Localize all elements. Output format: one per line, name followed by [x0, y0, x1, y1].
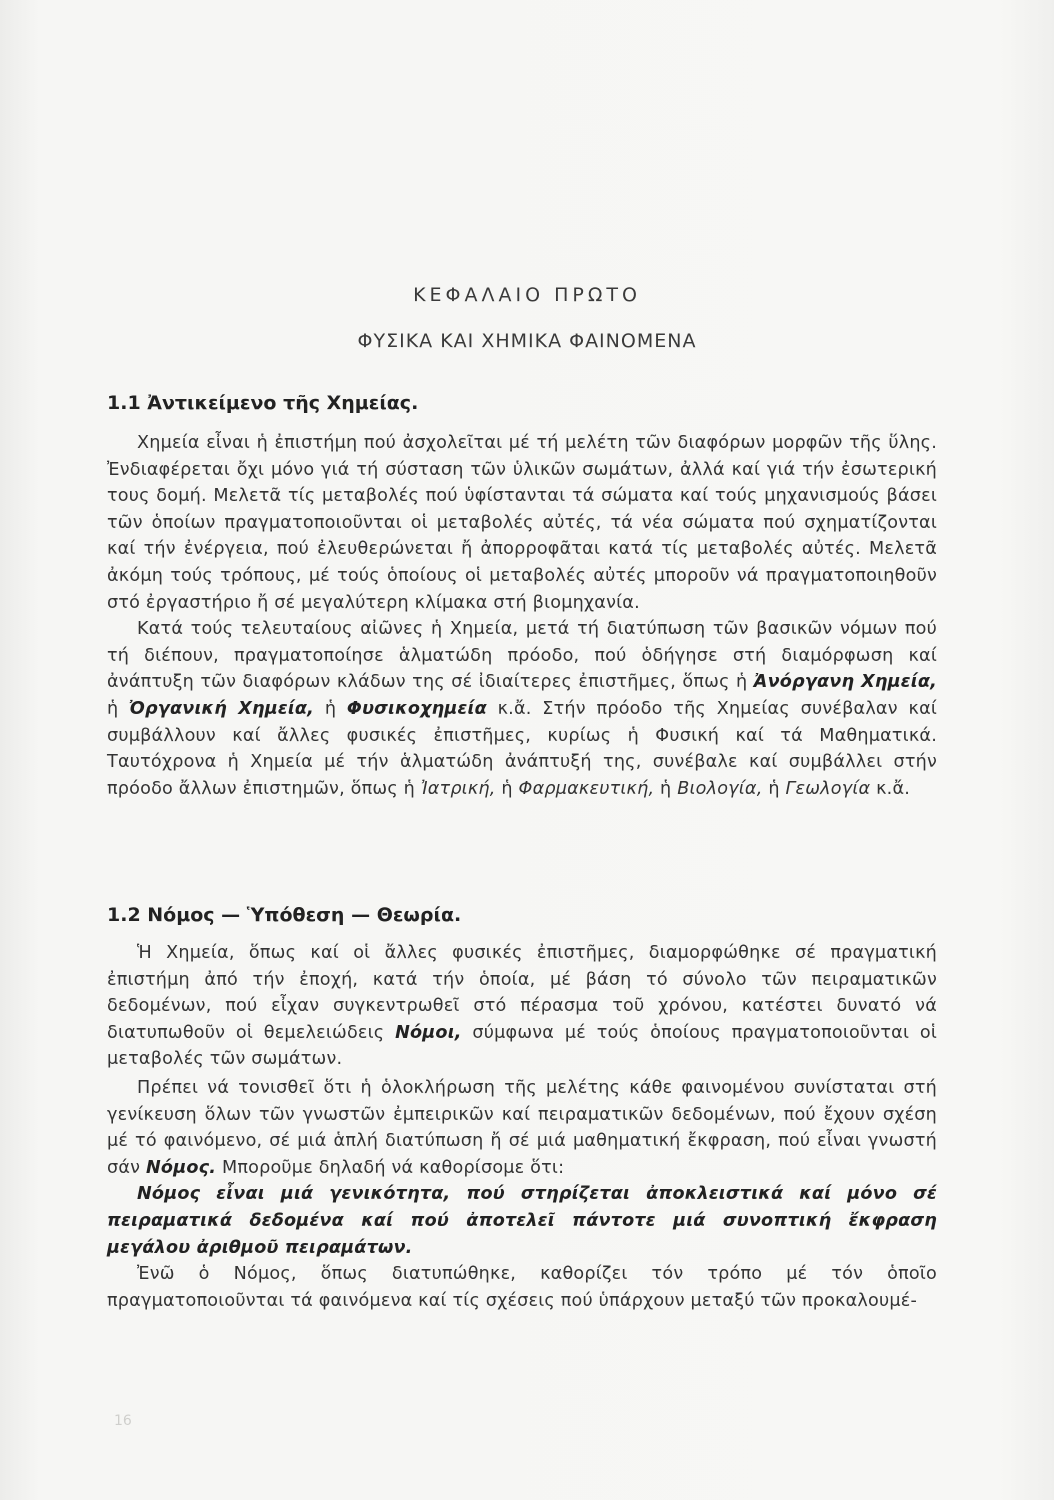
paragraph: Ἡ Χημεία, ὅπως καί οἱ ἄλλες φυσικές ἐπιστῆμες, διαμορφώθηκε σέ πραγματική ἐπιστήμη ἀπό τήν ἐποχή, κατά τήν ὁποία, μέ βάση τό σύνολο τῶν πειραματικῶν δεδομένων, πού εἶχαν συγκεντρωθεῖ στό πέρασμα τοῦ χρόνου, κατέστει δυνατό νά διατυπωθοῦν οἱ θεμελειώδεις Νόμοι, σύμφωνα μέ τούς ὁποίους πραγματοποιοῦνται οἱ μεταβολές τῶν σωμάτων. — [107, 943, 938, 1070]
section-heading-1-1: 1.1 Ἀντικείμενο τῆς Χημείας. — [107, 392, 419, 414]
paragraph: Ἐνῶ ὁ Νόμος, ὅπως διατυπώθηκε, καθορίζει τόν τρόπο μέ τόν ὁποῖο πραγματοποιοῦνται τά φαινόμενα καί τίς σχέσεις πού ὑπάρχουν μεταξύ τῶν προκαλουμέ- — [107, 1264, 937, 1311]
section-heading-1-2: 1.2 Νόμος — Ὑπόθεση — Θεωρία. — [107, 904, 462, 926]
term-laws: Νόμοι, — [395, 1022, 462, 1043]
page-number: 16 — [114, 1413, 132, 1429]
term-physical-chemistry: Φυσικοχημεία — [346, 698, 487, 719]
law-definition: Νόμος εἶναι μιά γενικότητα, πού στηρίζεται ἀποκλειστικά καί μόνο σέ πειραματικά δεδομένα καί πού ἀποτελεῖ πάντοτε μιά συνοπτική ἔκφραση μεγάλου ἀριθμοῦ πειραμάτων. — [107, 1184, 937, 1258]
paragraph: Κατά τούς τελευταίους αἰῶνες ἡ Χημεία, μετά τή διατύπωση τῶν βασικῶν νόμων πού τή διέπουν, πραγματοποίησε ἁλματώδη πρόοδο, πού ὁδήγησε στή διαμόρφωση καί ἀνάπτυξη τῶν διαφόρων κλάδων της σέ ἰδιαίτερες ἐπιστῆμες, ὅπως ἡ Ἀνόργανη Χημεία, ἡ Ὀργανική Χημεία, ἡ Φυσικοχημεία κ.ἄ. Στήν πρόοδο τῆς Χημείας συνέβαλαν καί συμβάλλουν καί ἄλλες φυσικές ἐπιστῆμες, κυρίως ἡ Φυσική καί τά Μαθηματικά. Ταυτόχρονα ἡ Χημεία μέ τήν ἁλματώδη ἀνάπτυξή της, συνέβαλε καί συμβάλλει στήν πρόοδο ἄλλων ἐπιστημῶν, ὅπως ἡ Ἰατρική, ἡ Φαρμακευτική, ἡ Βιολογία, ἡ Γεωλογία κ.ἄ. — [107, 619, 938, 799]
term-pharmacy: Φαρμακευτική, — [518, 778, 655, 799]
term-law: Νόμος. — [145, 1157, 217, 1178]
section-1-1-body — [107, 430, 937, 802]
paragraph: Πρέπει νά τονισθεῖ ὅτι ἡ ὁλοκλήρωση τῆς μελέτης κάθε φαινομένου συνίσταται στή γενίκευση ὅλων τῶν γνωστῶν ἐμπειρικῶν καί πειραματικῶν δεδομένων, πού ἔχουν σχέση μέ τό φαινόμενο, σέ μιά ἁπλή διατύπωση ἤ σέ μιά μαθηματική ἔκφραση, πού εἶναι γνωστή σάν Νόμος. Μποροῦμε δηλαδή νά καθορίσομε ὅτι: — [107, 1077, 937, 1178]
term-inorganic-chemistry: Ἀνόργανη Χημεία, — [753, 672, 937, 693]
chapter-title: ΦΥΣΙΚΑ ΚΑΙ ΧΗΜΙΚΑ ΦΑΙΝΟΜΕΝΑ — [357, 330, 697, 352]
chapter-label: ΚΕΦΑΛΑΙΟ ΠΡΩΤΟ — [413, 284, 641, 306]
section-1-2-body — [107, 940, 937, 1314]
term-geology: Γεωλογία — [785, 778, 871, 799]
paragraph: Χημεία εἶναι ἡ ἐπιστήμη πού ἀσχολεῖται μέ τή μελέτη τῶν διαφόρων μορφῶν τῆς ὕλης. Ἐνδιαφέρεται ὄχι μόνο γιά τή σύσταση τῶν ὑλικῶν σωμάτων, ἀλλά καί γιά τήν ἐσωτερική τους δομή. Μελετᾶ τίς μεταβολές πού ὑφίστανται τά σώματα καί τούς μηχανισμούς βάσει τῶν ὁποίων πραγματοποιοῦνται οἱ μεταβολές αὐτές, τά νέα σώματα πού σχηματίζονται καί τήν ἐνέργεια, πού ἐλευθερώνεται ἤ ἀπορροφᾶται κατά τίς μεταβολές αὐτές. Μελετᾶ ἀκόμη τούς τρόπους, μέ τούς ὁποίους οἱ μεταβολές αὐτές μποροῦν νά πραγματοποιηθοῦν στό ἐργαστήριο ἤ σέ μεγαλύτερη κλίμακα στή βιομηχανία. — [107, 433, 937, 613]
term-organic-chemistry: Ὀργανική Χημεία, — [129, 698, 315, 719]
term-medicine: Ἰατρική, — [420, 778, 496, 799]
term-biology: Βιολογία, — [677, 778, 763, 799]
